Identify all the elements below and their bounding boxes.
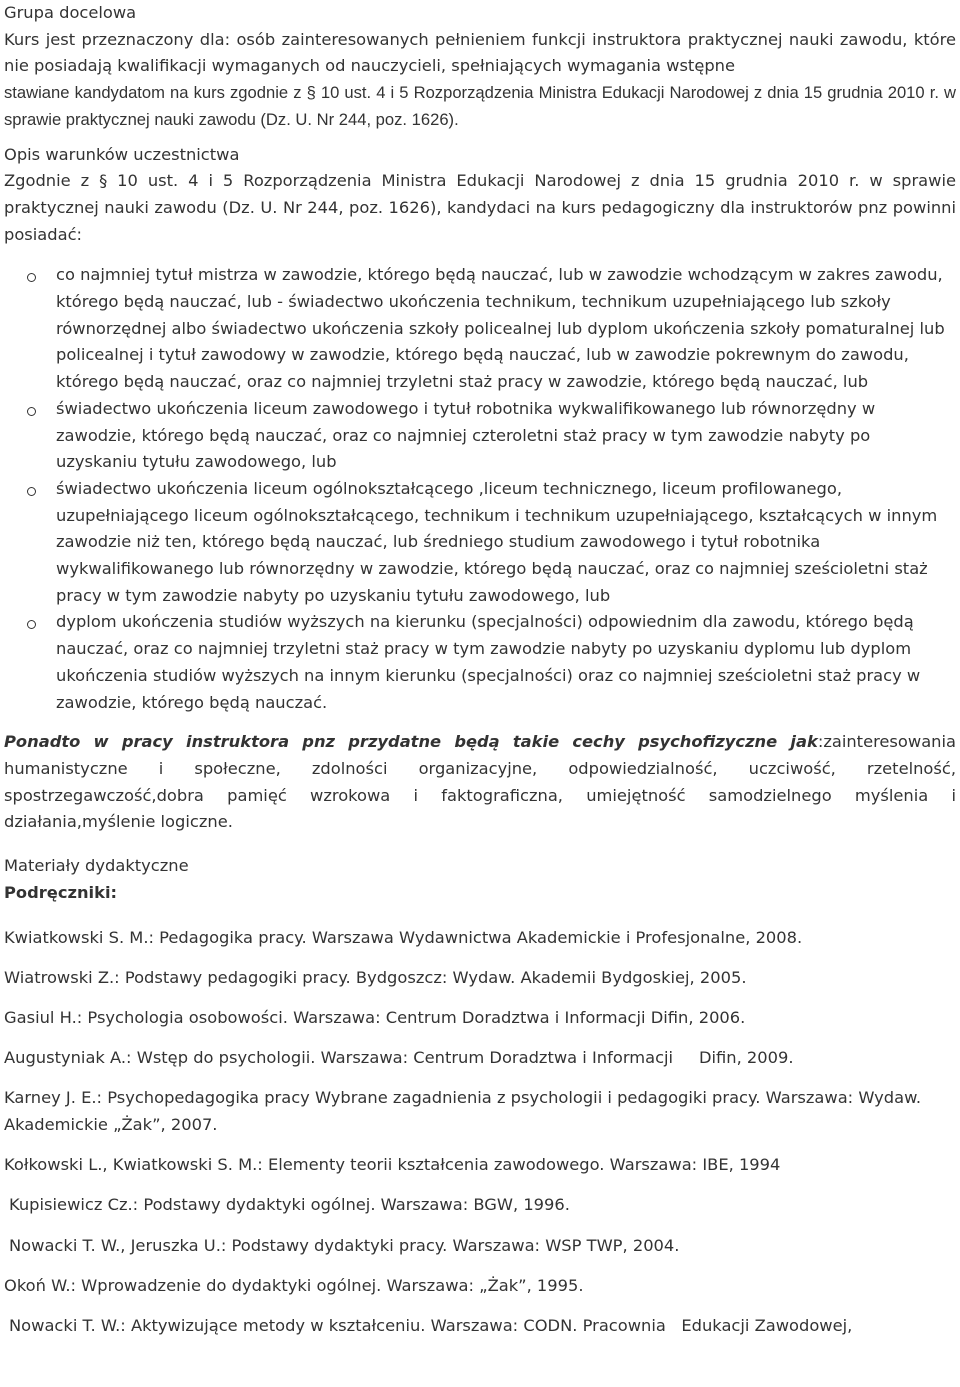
list-item: świadectwo ukończenia liceum ogólnokształcącego ,liceum technicznego, liceum profilowanego, uzupełniającego liceum ogólnokształcącego, technikum i technikum uzupełniającego, kształcących w innym zawodzie niż ten, którego będą nauczać, lub średniego studium zawodowego i tytuł robotnika wykwalifikowanego lub równorzędny w zawodzie, którego będą nauczać, oraz co najmniej sześcioletni staż pracy w tym zawodzie nabyty po uzyskaniu tytułu zawodowego, lub xyxy=(56,476,956,610)
traits-list: :zainteresowania humanistyczne i społeczne, zdolności organizacyjne, odpowiedzialność, uczciwość, rzetelność, spostrzegawczość,dobra pamięć wzrokowa i faktograficzna, umiejętność samodzielnego myślenia i działania,myślenie logiczne. xyxy=(4,732,956,832)
reference-item: Gasiul H.: Psychologia osobowości. Warszawa: Centrum Doradztwa i Informacji Difin, 2006. xyxy=(4,1007,746,1027)
traits-lead: Ponadto w pracy instruktora pnz przydatne będą takie cechy psychofizyczne jak xyxy=(4,732,818,752)
reference-item: Karney J. E.: Psychopedagogika pracy Wybrane zagadnienia z psychologii i pedagogiki pracy. Warszawa: Wydaw. Akademickie „Żak”, 2007. xyxy=(4,1088,922,1135)
reference-item: Wiatrowski Z.: Podstawy pedagogiki pracy. Bydgoszcz: Wydaw. Akademii Bydgoskiej, 2005. xyxy=(4,967,747,987)
textbooks-heading: Podręczniki: xyxy=(4,882,118,902)
conditions-intro: Zgodnie z § 10 ust. 4 i 5 Rozporządzenia Ministra Edukacji Narodowej z dnia 15 grudnia 2010 r. w sprawie praktycznej nauki zawodu (Dz. U. Nr 244, poz. 1626), kandydaci na kurs pedagogiczny dla instruktorów pnz powinni posiadać: xyxy=(4,171,956,244)
reference-item: Kwiatkowski S. M.: Pedagogika pracy. Warszawa Wydawnictwa Akademickie i Profesjonalne, 2008. xyxy=(4,927,803,947)
reference-item: Nowacki T. W.: Aktywizujące metody w kształceniu. Warszawa: CODN. Pracownia Edukacji Zawodowej, xyxy=(9,1316,853,1336)
psychophysical-traits xyxy=(4,729,956,836)
reference-item: Augustyniak A.: Wstęp do psychologii. Warszawa: Centrum Doradztwa i Informacji Difin, 2009. xyxy=(4,1048,794,1068)
reference-item: Kołkowski L., Kwiatkowski S. M.: Elementy teorii kształcenia zawodowego. Warszawa: IBE, 1994 xyxy=(4,1155,781,1175)
section-title-materials: Materiały dydaktyczne xyxy=(4,856,189,876)
section-title-target-group: Grupa docelowa xyxy=(4,3,137,22)
list-item: co najmniej tytuł mistrza w zawodzie, którego będą nauczać, lub w zawodzie wchodzącym w zakres zawodu, którego będą nauczać, lub - świadectwo ukończenia technikum, technikum uzupełniającego lub szkoły równorzędnej albo świadectwo ukończenia szkoły policealnej lub dyplom ukończenia szkoły pomaturalnej lub policealnej i tytuł zawodowy w zawodzie, którego będą nauczać, lub w zawodzie pokrewnym do zawodu, którego będą nauczać, oraz co najmniej trzyletni staż pracy w zawodzie, którego będą nauczać, lub xyxy=(56,262,956,396)
reference-item: Okoń W.: Wprowadzenie do dydaktyki ogólnej. Warszawa: „Żak”, 1995. xyxy=(4,1275,584,1295)
list-item: świadectwo ukończenia liceum zawodowego i tytuł robotnika wykwalifikowanego lub równorzędny w zawodzie, którego będą nauczać, oraz co najmniej czteroletni staż pracy w tym zawodzie nabyty po uzyskaniu tytułu zawodowego, lub xyxy=(56,396,956,476)
reference-item: Nowacki T. W., Jeruszka U.: Podstawy dydaktyki pracy. Warszawa: WSP TWP, 2004. xyxy=(9,1235,680,1255)
reference-item: Kupisiewicz Cz.: Podstawy dydaktyki ogólnej. Warszawa: BGW, 1996. xyxy=(9,1195,570,1215)
requirements-list xyxy=(4,262,956,716)
target-group-text-a: Kurs jest przeznaczony dla: osób zainteresowanych pełnieniem funkcji instruktora praktycznej nauki zawodu, które nie posiadają kwalifikacji wymaganych od nauczycieli, spełniających wymagania wstępne xyxy=(4,29,956,76)
target-group-text-b: stawiane kandydatom na kurs zgodnie z § 10 ust. 4 i 5 Rozporządzenia Ministra Edukacji Narodowej z dnia 15 grudnia 2010 r. w sprawie praktycznej nauki zawodu (Dz. U. Nr 244, poz. 1626). xyxy=(4,83,956,129)
list-item: dyplom ukończenia studiów wyższych na kierunku (specjalności) odpowiednim dla zawodu, którego będą nauczać, oraz co najmniej trzyletni staż pracy w tym zawodzie nabyty po uzyskaniu dyplomu lub dyplom ukończenia studiów wyższych na innym kierunku (specjalności) oraz co najmniej sześcioletni staż pracy w zawodzie, którego będą nauczać. xyxy=(56,609,956,716)
section-title-conditions: Opis warunków uczestnictwa xyxy=(4,144,240,164)
